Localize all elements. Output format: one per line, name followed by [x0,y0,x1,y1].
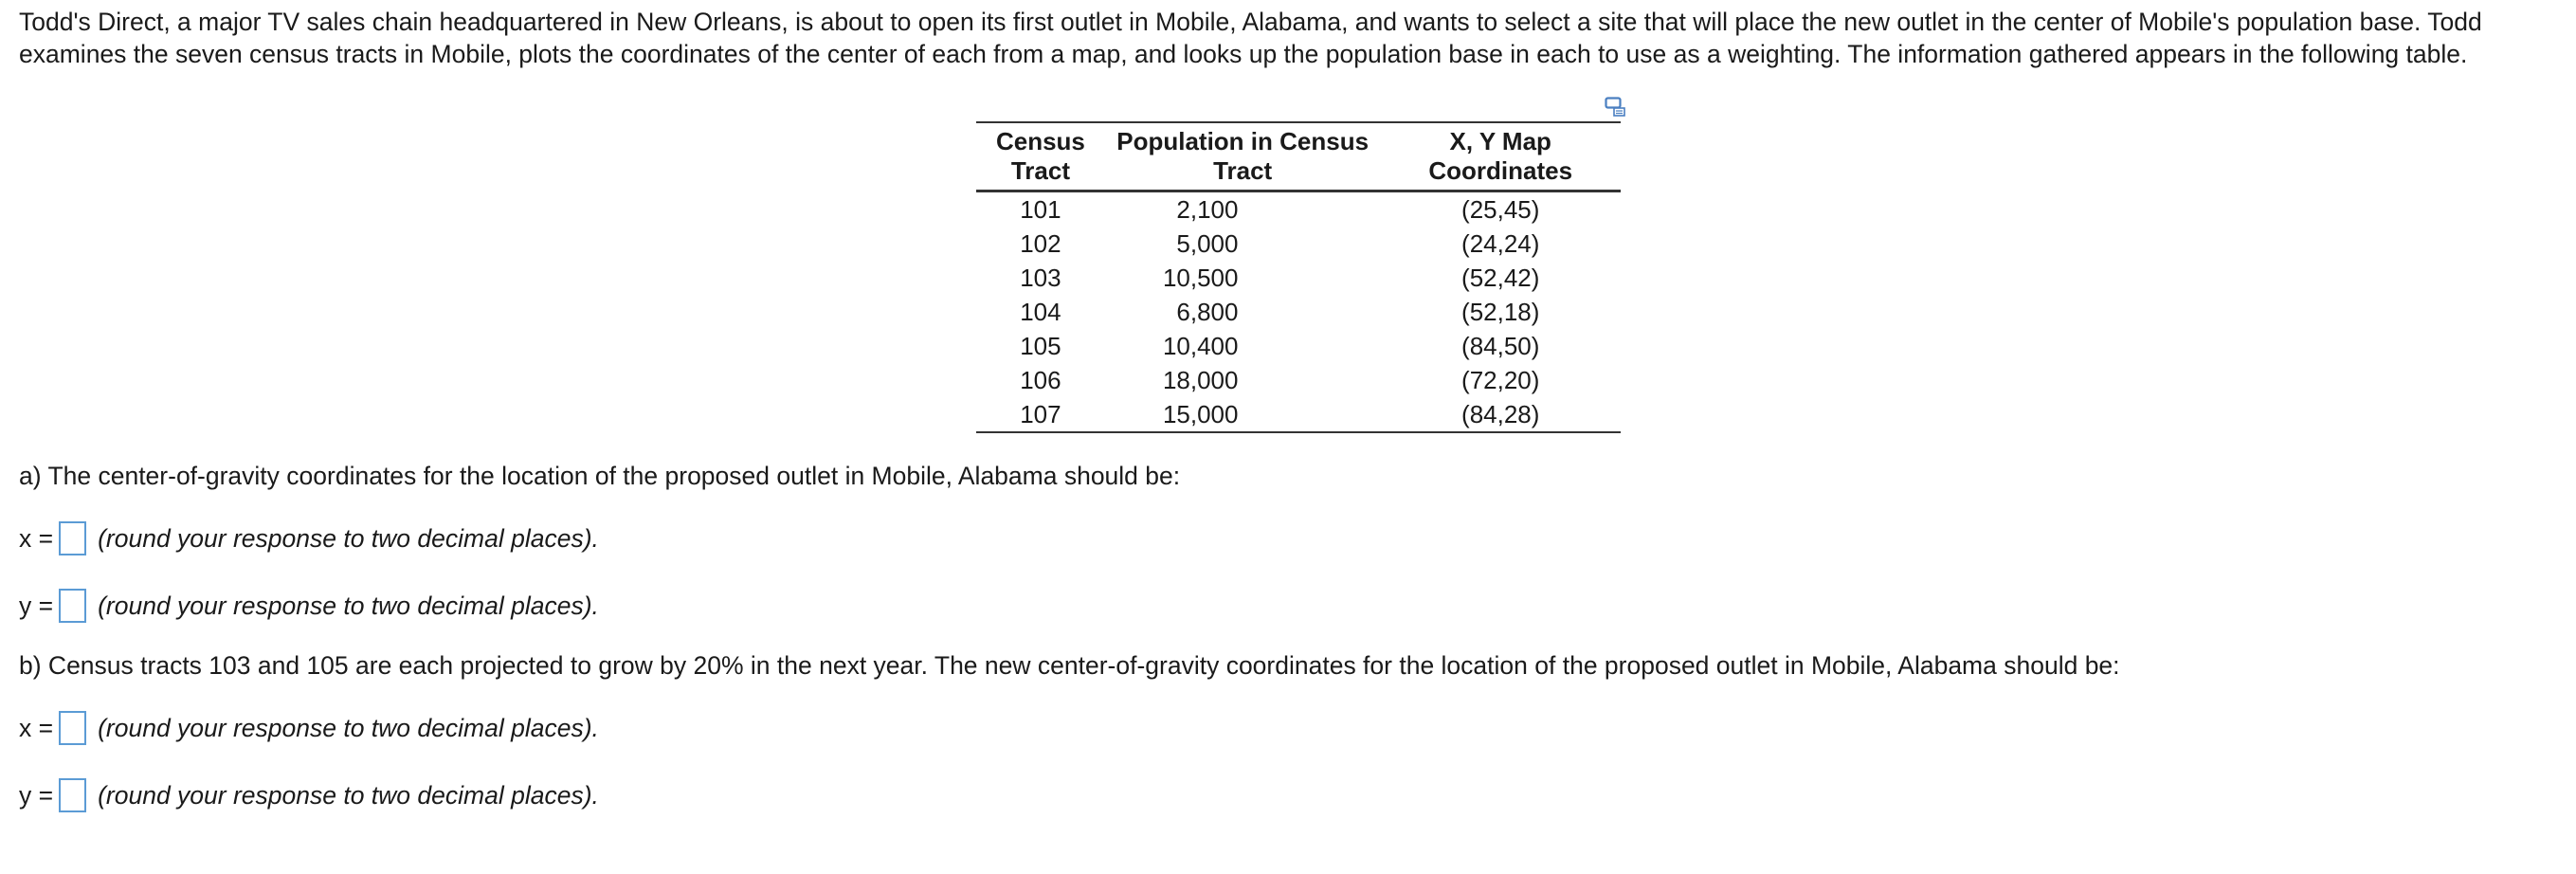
cell-coordinates: (72,20) [1461,366,1540,394]
part-b-x-hint: (round your response to two decimal places). [98,714,599,742]
cell-population: 5,000 [1176,229,1239,258]
cell-population: 10,500 [1162,264,1239,292]
table-row [976,295,1621,329]
part-a-y-hint: (round your response to two decimal places). [98,592,599,620]
header-coordinates: X, Y Map Coordinates [1428,127,1573,185]
cell-tract: 107 [1020,400,1061,428]
cell-coordinates: (84,50) [1461,332,1540,360]
part-b-x-row [19,709,599,747]
part-b-y-input[interactable] [59,778,86,812]
part-a-x-label: x = [19,524,54,553]
table-row [976,261,1621,295]
cell-tract: 106 [1020,366,1061,394]
part-b-x-label: x = [19,714,54,742]
cell-tract: 103 [1020,264,1061,292]
part-a-question: a) The center-of-gravity coordinates for the location of the proposed outlet in Mobile, Alabama should be: [19,462,1181,490]
copy-table-icon[interactable] [1605,97,1627,118]
part-a-y-row [19,587,599,625]
cell-coordinates: (24,24) [1461,229,1540,258]
cell-tract: 104 [1020,298,1061,326]
table-row [976,329,1621,363]
part-b-y-hint: (round your response to two decimal places). [98,781,599,810]
table-row [976,397,1621,432]
cell-tract: 101 [1020,195,1061,224]
cell-tract: 102 [1020,229,1061,258]
table-row [976,227,1621,261]
header-population: Population in Census Tract [1116,127,1370,185]
part-b-y-label: y = [19,781,54,810]
census-table [976,121,1621,433]
cell-population: 15,000 [1162,400,1239,428]
part-a-y-input[interactable] [59,589,86,623]
part-a-x-input[interactable] [59,521,86,555]
cell-coordinates: (52,42) [1461,264,1540,292]
cell-coordinates: (25,45) [1461,195,1540,224]
problem-statement: Todd's Direct, a major TV sales chain headquartered in New Orleans, is about to open its first outlet in Mobile, Alabama, and wants to select a site that will place the new outlet in the center of Mobile's population base. Todd examines the seven census tracts in Mobile, plots the coordinates of the center of each from a map, and looks up the population base in each to use as a weighting. The information gathered appears in the following table. [19,8,2482,68]
table-header-row [976,122,1621,191]
cell-population: 18,000 [1162,366,1239,394]
part-a-y-label: y = [19,592,54,620]
table-row [976,191,1621,228]
cell-coordinates: (84,28) [1461,400,1540,428]
cell-coordinates: (52,18) [1461,298,1540,326]
cell-population: 10,400 [1162,332,1239,360]
cell-tract: 105 [1020,332,1061,360]
part-a-x-hint: (round your response to two decimal places). [98,524,599,553]
cell-population: 6,800 [1176,298,1239,326]
census-table-container [976,121,1621,433]
part-b-question: b) Census tracts 103 and 105 are each projected to grow by 20% in the next year. The new center-of-gravity coordinates for the location of the proposed outlet in Mobile, Alabama should be: [19,651,2120,680]
table-row [976,363,1621,397]
cell-population: 2,100 [1176,195,1239,224]
part-a-x-row [19,519,599,557]
part-b-x-input[interactable] [59,711,86,745]
header-census-tract: Census Tract [995,127,1085,185]
part-b-y-row [19,776,599,814]
